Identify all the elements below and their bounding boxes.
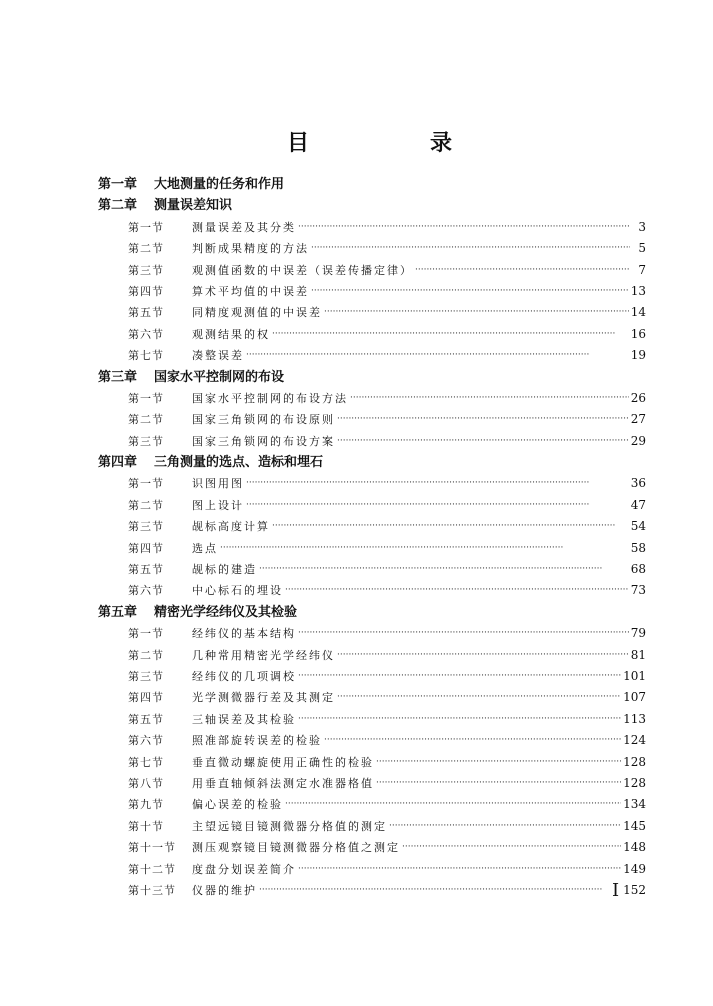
section-page: 148 bbox=[623, 840, 646, 855]
leader-dots bbox=[415, 260, 630, 281]
toc-section bbox=[98, 409, 646, 430]
section-title: 经纬仪的几项调校 bbox=[192, 669, 296, 683]
toc-section bbox=[98, 538, 646, 559]
leader-dots bbox=[285, 794, 621, 815]
chapter-number: 第二章 bbox=[98, 198, 138, 214]
section-number: 第九节 bbox=[128, 798, 164, 812]
section-title: 几种常用精密光学经纬仪 bbox=[192, 648, 335, 662]
section-page: 101 bbox=[623, 668, 646, 683]
leader-dots bbox=[350, 388, 629, 409]
section-page: 107 bbox=[623, 690, 646, 705]
section-page: 68 bbox=[630, 562, 646, 577]
section-number: 第四节 bbox=[128, 691, 164, 705]
leader-dots bbox=[376, 773, 621, 794]
section-title: 国家三角锁网的布设原则 bbox=[192, 413, 335, 427]
leader-dots bbox=[298, 859, 621, 880]
section-number: 第十节 bbox=[128, 819, 164, 833]
toc-section bbox=[98, 238, 646, 259]
section-page: 152 bbox=[623, 882, 646, 897]
title-char-2: 录 bbox=[430, 131, 453, 156]
leader-dots bbox=[298, 666, 621, 687]
toc-section bbox=[98, 794, 646, 815]
toc-chapter bbox=[98, 174, 646, 195]
leader-dots bbox=[246, 345, 629, 366]
section-number: 第三节 bbox=[128, 520, 164, 534]
section-page: 16 bbox=[630, 326, 646, 341]
section-number: 第二节 bbox=[128, 648, 164, 662]
section-title: 偏心误差的检验 bbox=[192, 798, 283, 812]
section-page: 58 bbox=[630, 540, 646, 555]
section-title: 凑整误差 bbox=[192, 349, 244, 363]
section-number: 第二节 bbox=[128, 242, 164, 256]
toc-section bbox=[98, 516, 646, 537]
toc-section bbox=[98, 473, 646, 494]
section-number: 第八节 bbox=[128, 776, 164, 790]
leader-dots bbox=[311, 281, 629, 302]
toc-section bbox=[98, 388, 646, 409]
toc-section bbox=[98, 281, 646, 302]
toc-section bbox=[98, 773, 646, 794]
section-number: 第三节 bbox=[128, 669, 164, 683]
leader-dots bbox=[298, 623, 629, 644]
toc-chapter bbox=[98, 195, 646, 216]
section-number: 第六节 bbox=[128, 327, 164, 341]
leader-dots bbox=[220, 538, 629, 559]
leader-dots bbox=[246, 495, 629, 516]
section-number: 第一节 bbox=[128, 477, 164, 491]
page-number: I bbox=[612, 880, 620, 901]
section-page: 145 bbox=[623, 818, 646, 833]
section-title: 识图用图 bbox=[192, 477, 244, 491]
toc-section bbox=[98, 837, 646, 858]
toc-section bbox=[98, 880, 646, 901]
section-title: 测压观察镜目镜测微器分格值之测定 bbox=[192, 841, 400, 855]
leader-dots bbox=[259, 880, 621, 901]
section-page: 134 bbox=[623, 797, 646, 812]
toc-chapter bbox=[98, 452, 646, 473]
leader-dots bbox=[298, 217, 630, 238]
section-title: 观测结果的权 bbox=[192, 327, 270, 341]
chapter-title: 三角测量的选点、造标和埋石 bbox=[154, 455, 324, 471]
leader-dots bbox=[324, 302, 629, 323]
section-title: 度盘分划误差简介 bbox=[192, 862, 296, 876]
section-title: 观测值函数的中误差（误差传播定律） bbox=[192, 263, 413, 277]
section-number: 第一节 bbox=[128, 220, 164, 234]
section-number: 第六节 bbox=[128, 734, 164, 748]
section-number: 第七节 bbox=[128, 755, 164, 769]
section-title: 测量误差及其分类 bbox=[192, 220, 296, 234]
toc-section bbox=[98, 666, 646, 687]
section-page: 3 bbox=[638, 219, 646, 234]
section-number: 第一节 bbox=[128, 391, 164, 405]
leader-dots bbox=[259, 559, 629, 580]
toc-section bbox=[98, 709, 646, 730]
section-title: 同精度观测值的中误差 bbox=[192, 306, 322, 320]
section-page: 113 bbox=[623, 711, 646, 726]
section-page: 27 bbox=[630, 412, 646, 427]
section-number: 第一节 bbox=[128, 627, 164, 641]
toc-section bbox=[98, 859, 646, 880]
section-page: 47 bbox=[630, 497, 646, 512]
section-title: 图上设计 bbox=[192, 498, 244, 512]
toc-section bbox=[98, 324, 646, 345]
section-title: 光学测微器行差及其测定 bbox=[192, 691, 335, 705]
toc-chapter bbox=[98, 602, 646, 623]
section-title: 三轴误差及其检验 bbox=[192, 712, 296, 726]
section-page: 128 bbox=[623, 775, 646, 790]
toc-section bbox=[98, 345, 646, 366]
leader-dots bbox=[389, 816, 621, 837]
section-title: 经纬仪的基本结构 bbox=[192, 627, 296, 641]
section-number: 第六节 bbox=[128, 584, 164, 598]
toc-section bbox=[98, 580, 646, 601]
section-page: 128 bbox=[623, 754, 646, 769]
section-number: 第五节 bbox=[128, 306, 164, 320]
section-page: 19 bbox=[630, 348, 646, 363]
toc-section bbox=[98, 645, 646, 666]
leader-dots bbox=[324, 730, 621, 751]
section-page: 29 bbox=[630, 433, 646, 448]
leader-dots bbox=[337, 431, 629, 452]
leader-dots bbox=[337, 645, 629, 666]
section-number: 第二节 bbox=[128, 413, 164, 427]
section-page: 54 bbox=[630, 519, 646, 534]
leader-dots bbox=[285, 580, 629, 601]
section-title: 国家三角锁网的布设方案 bbox=[192, 434, 335, 448]
toc-section bbox=[98, 260, 646, 281]
section-page: 124 bbox=[623, 733, 646, 748]
chapter-number: 第三章 bbox=[98, 369, 138, 385]
chapter-title: 测量误差知识 bbox=[154, 198, 233, 214]
section-number: 第四节 bbox=[128, 284, 164, 298]
section-title: 照准部旋转误差的检验 bbox=[192, 734, 322, 748]
leader-dots bbox=[402, 837, 621, 858]
leader-dots bbox=[272, 324, 629, 345]
chapter-title: 大地测量的任务和作用 bbox=[154, 177, 285, 192]
leader-dots bbox=[337, 409, 629, 430]
leader-dots bbox=[337, 687, 621, 708]
section-title: 用垂直轴倾斜法测定水准器格值 bbox=[192, 776, 374, 790]
section-title: 选点 bbox=[192, 541, 218, 555]
section-page: 36 bbox=[630, 476, 646, 491]
section-title: 觇标高度计算 bbox=[192, 520, 270, 534]
toc-section bbox=[98, 559, 646, 580]
toc-chapter bbox=[98, 367, 646, 388]
toc-section bbox=[98, 217, 646, 238]
chapter-number: 第五章 bbox=[98, 604, 138, 620]
section-number: 第七节 bbox=[128, 349, 164, 363]
section-number: 第三节 bbox=[128, 263, 164, 277]
section-title: 觇标的建造 bbox=[192, 563, 257, 577]
title-char-1: 目 bbox=[287, 131, 310, 156]
section-number: 第十二节 bbox=[128, 862, 176, 876]
toc-section bbox=[98, 687, 646, 708]
section-title: 主望远镜目镜测微器分格值的测定 bbox=[192, 819, 387, 833]
section-page: 149 bbox=[623, 861, 646, 876]
toc-section bbox=[98, 302, 646, 323]
toc-section bbox=[98, 495, 646, 516]
section-title: 垂直微动螺旋使用正确性的检验 bbox=[192, 755, 374, 769]
section-number: 第四节 bbox=[128, 541, 164, 555]
section-title: 判断成果精度的方法 bbox=[192, 242, 309, 256]
chapter-number: 第一章 bbox=[98, 177, 138, 192]
chapter-number: 第四章 bbox=[98, 455, 138, 471]
leader-dots bbox=[246, 473, 629, 494]
section-page: 73 bbox=[630, 583, 646, 598]
section-number: 第十三节 bbox=[128, 883, 176, 897]
section-number: 第二节 bbox=[128, 498, 164, 512]
section-page: 79 bbox=[630, 626, 646, 641]
section-number: 第五节 bbox=[128, 712, 164, 726]
section-number: 第十一节 bbox=[128, 841, 176, 855]
leader-dots bbox=[376, 752, 621, 773]
section-page: 13 bbox=[630, 283, 646, 298]
toc-section bbox=[98, 730, 646, 751]
section-title: 国家水平控制网的布设方法 bbox=[192, 391, 348, 405]
section-title: 仪器的维护 bbox=[192, 883, 257, 897]
toc-section bbox=[98, 431, 646, 452]
section-number: 第三节 bbox=[128, 434, 164, 448]
section-page: 81 bbox=[630, 647, 646, 662]
leader-dots bbox=[311, 238, 630, 259]
section-number: 第五节 bbox=[128, 563, 164, 577]
section-title: 中心标石的埋设 bbox=[192, 584, 283, 598]
chapter-title: 精密光学经纬仪及其检验 bbox=[154, 604, 298, 620]
toc-section bbox=[98, 623, 646, 644]
section-page: 7 bbox=[638, 262, 646, 277]
section-page: 5 bbox=[638, 241, 646, 256]
leader-dots bbox=[272, 516, 629, 537]
table-of-contents bbox=[98, 174, 646, 901]
section-page: 26 bbox=[630, 390, 646, 405]
leader-dots bbox=[298, 709, 621, 730]
toc-section bbox=[98, 752, 646, 773]
chapter-title: 国家水平控制网的布设 bbox=[154, 369, 285, 385]
section-page: 14 bbox=[630, 305, 646, 320]
toc-section bbox=[98, 816, 646, 837]
section-title: 算术平均值的中误差 bbox=[192, 284, 309, 298]
